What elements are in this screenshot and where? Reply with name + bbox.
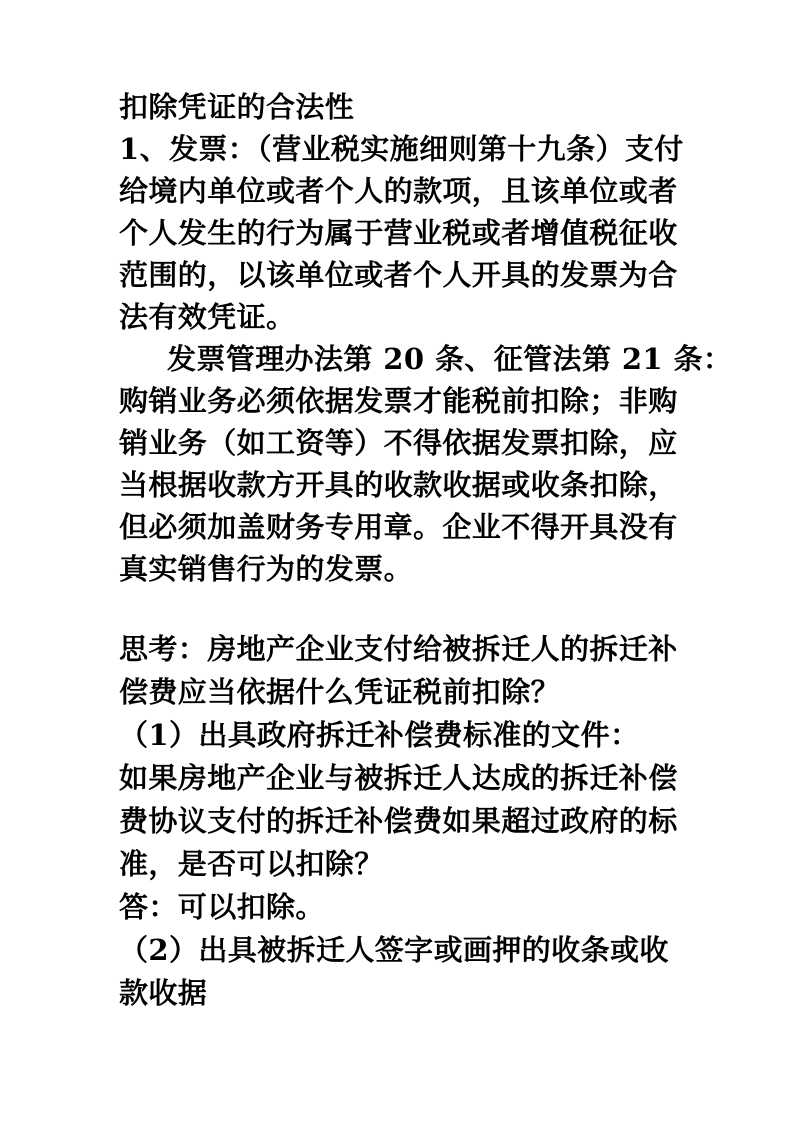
section-invoice-rules (119, 86, 733, 590)
text-line: 但必须加盖财务专用章。企业不得开具没有 (119, 510, 678, 544)
text-line: 如果房地产企业与被拆迁人达成的拆迁补偿 (119, 761, 678, 795)
text-line: 法有效凭证。 (119, 300, 296, 334)
text-line: 真实销售行为的发票。 (119, 552, 414, 586)
document-title: 扣除凭证的合法性 (119, 90, 355, 124)
text-line: 购销业务必须依据发票才能税前扣除；非购 (119, 384, 678, 418)
text-line: 准，是否可以扣除？ (119, 847, 384, 881)
text-line: 当根据收款方开具的收款收据或收条扣除， (119, 468, 678, 502)
text-line: （2）出具被拆迁人签字或画押的收条或收 (119, 933, 669, 967)
text-line: （1）出具政府拆迁补偿费标准的文件： (119, 718, 640, 752)
text-line: 费协议支付的拆迁补偿费如果超过政府的标 (119, 804, 678, 838)
text-line: 1、发票：（营业税实施细则第十九条）支付 (119, 132, 684, 166)
text-line: 思考：房地产企业支付给被拆迁人的拆迁补 (119, 632, 678, 666)
text-line: 销业务（如工资等）不得依据发票扣除，应 (119, 426, 678, 460)
section-thinking-question (119, 628, 685, 1015)
text-line: 款收据 (119, 976, 208, 1010)
text-line: 偿费应当依据什么凭证税前扣除？ (119, 675, 561, 709)
text-line: 答：可以扣除。 (119, 890, 325, 924)
document-content (119, 86, 733, 1015)
text-line: 给境内单位或者个人的款项，且该单位或者 (119, 174, 678, 208)
text-line: 范围的，以该单位或者个人开具的发票为合 (119, 258, 678, 292)
text-line: 个人发生的行为属于营业税或者增值税征收 (119, 216, 678, 250)
text-line: 发票管理办法第 20 条、征管法第 21 条： (167, 342, 733, 376)
